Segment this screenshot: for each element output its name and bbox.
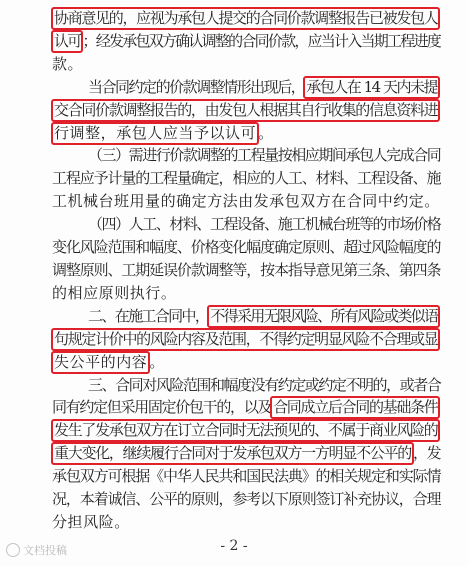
text-line — [52, 235, 440, 259]
text-segment: 工程应予计量的工程量确定，相应的人工、材料、工程设备、施 — [52, 169, 441, 188]
text-line — [52, 166, 440, 190]
text-line — [52, 487, 440, 511]
text-segment: （三）需进行价款调整的工程量按相应期间承包人完成合同 — [88, 146, 441, 165]
text-segment: 变化风险范围和幅度、价格变化幅度确定原则、超过风险幅度的 — [52, 238, 441, 257]
page-number: - 2 - — [220, 538, 248, 554]
text-line — [52, 464, 440, 488]
watermark — [6, 542, 67, 558]
text-segment: 况，本着诚信、公平的原则，参考以下原则签订补充协议，合理 — [52, 490, 441, 509]
highlighted-text: 发生了发承包双方在订立合同时无法预见的、不属于商业风险的 — [51, 419, 440, 442]
text-segment: 三、合同对风险范围和幅度没有约定或约定不明的，或者合 — [88, 375, 441, 394]
text-line — [52, 258, 440, 282]
text-segment: 工机械台班用量的确定方法由发承包双方在合同中约定。 — [52, 192, 440, 211]
text-line — [88, 373, 440, 397]
highlighted-text: 承包人在 14 天内未提 — [303, 76, 440, 99]
text-line — [88, 212, 440, 236]
text-segment: （四）人工、材料、工程设备、施工机械台班等的市场价格 — [88, 215, 441, 234]
text-line — [88, 304, 439, 328]
text-segment: ，发 — [412, 444, 441, 463]
highlighted-text: 句规定计价中的风险内容及范围，不得约定明显风险不合理或显 — [51, 328, 440, 351]
text-line — [52, 52, 83, 76]
highlighted-text: 失公平的内容 — [51, 351, 150, 374]
text-line — [52, 418, 439, 442]
text-segment: 同有约定但采用固定价包干的，以及 — [52, 398, 272, 417]
watermark-logo-icon — [6, 543, 20, 557]
text-line — [52, 395, 439, 419]
highlighted-text: 认可 — [51, 30, 83, 53]
highlighted-text: 合同成立后合同的基础条件 — [270, 396, 440, 419]
text-line — [52, 121, 274, 145]
text-segment: 。 — [149, 352, 165, 371]
text-line — [52, 281, 176, 305]
highlighted-text: 协商意见的，应视为承包人提交的合同价款调整报告已被发包人 — [51, 7, 440, 30]
highlighted-text: 交合同价款调整报告的，由发包人根据其自行收集的信息资料进 — [51, 99, 440, 122]
text-line — [88, 143, 440, 167]
highlighted-text: 行调整，承包人应当予以认可 — [51, 122, 259, 145]
text-segment: ；经发承包双方确认调整的合同价款，应当计入当期工程进度 — [82, 31, 440, 50]
text-segment: 二、在施工合同中， — [88, 306, 209, 325]
text-line — [52, 350, 165, 374]
text-line — [52, 6, 439, 30]
text-line — [52, 510, 130, 534]
text-line — [88, 75, 439, 99]
watermark-text: 文档投稿 — [23, 544, 67, 557]
text-line — [52, 189, 440, 213]
highlighted-text: 不得采用无限风险、所有风险或类似语 — [207, 305, 440, 328]
text-segment: 。 — [258, 123, 274, 142]
text-segment: 当合同约定的价款调整情形出现后， — [88, 77, 305, 96]
text-segment: 调整原则、工期延误价款调整等，按本指导意见第三条、第四条 — [52, 261, 441, 279]
text-line — [52, 98, 439, 122]
text-segment: 分担风险。 — [52, 513, 130, 531]
text-line — [52, 29, 440, 53]
text-segment: 款。 — [52, 54, 84, 73]
text-segment: 的相应原则执行。 — [52, 283, 177, 302]
text-line — [52, 327, 439, 351]
text-segment: 承包双方可根据《中华人民共和国民法典》的相关规定和实际情 — [52, 467, 441, 486]
text-line — [52, 441, 440, 465]
highlighted-text: 重大变化，继续履行合同对于发承包双方一方明显不公平的 — [51, 442, 414, 465]
